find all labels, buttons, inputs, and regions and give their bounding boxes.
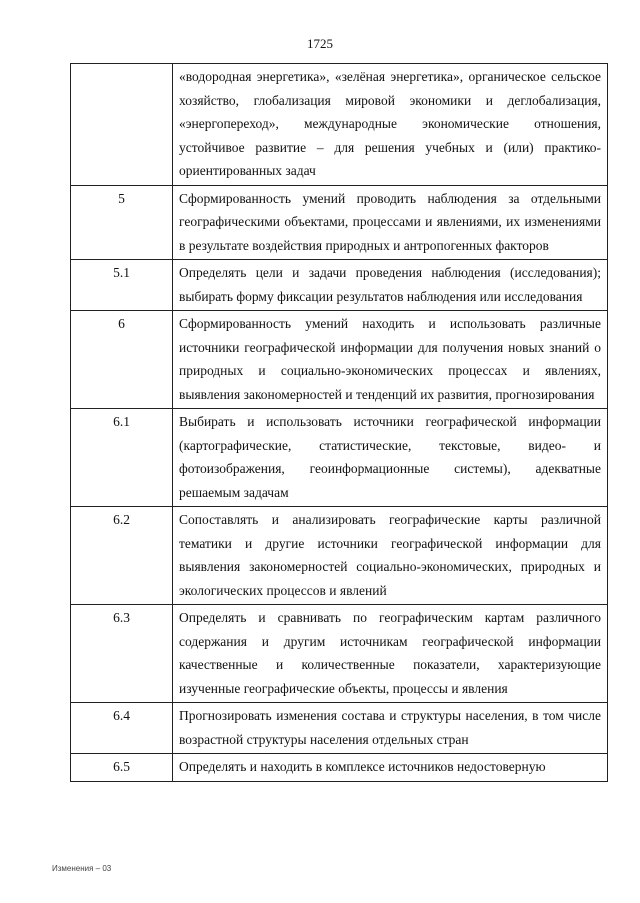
row-number: 6.5 xyxy=(71,754,173,782)
table-row xyxy=(71,64,608,186)
row-text: Определять и находить в комплексе источников недостоверную xyxy=(173,754,608,782)
table-row xyxy=(71,185,608,260)
row-text: Выбирать и использовать источники географической информации (картографические, статистические, текстовые, видео- и фотоизображения, геоинформационные системы), адекватные решаемым задачам xyxy=(173,409,608,507)
row-number: 6.2 xyxy=(71,507,173,605)
table-row xyxy=(71,605,608,703)
row-text: Прогнозировать изменения состава и структуры населения, в том числе возрастной структуры населения отдельных стран xyxy=(173,703,608,754)
table-row xyxy=(71,507,608,605)
row-number: 5 xyxy=(71,185,173,260)
table-row xyxy=(71,260,608,311)
row-number: 6 xyxy=(71,311,173,409)
row-number: 6.4 xyxy=(71,703,173,754)
row-text: Сопоставлять и анализировать географические карты различной тематики и другие источники географической информации для выявления закономерностей социально-экономических, природных и экологических процессов и явлений xyxy=(173,507,608,605)
table-row xyxy=(71,703,608,754)
row-number xyxy=(71,64,173,186)
row-number: 5.1 xyxy=(71,260,173,311)
requirements-table xyxy=(70,63,608,782)
revision-footer: Изменения – 03 xyxy=(52,864,112,873)
row-number: 6.3 xyxy=(71,605,173,703)
table-row xyxy=(71,311,608,409)
table-row xyxy=(71,409,608,507)
page-number: 1725 xyxy=(307,36,333,51)
row-text: «водородная энергетика», «зелёная энергетика», органическое сельское хозяйство, глобализация мировой экономики и деглобализация, «энергопереход», международные экономические отношения, устойчивое развитие – для решения учебных и (или) практико-ориентированных задач xyxy=(173,64,608,186)
row-text: Сформированность умений находить и использовать различные источники географической информации для получения новых знаний о природных и социально-экономических процессах и явлениях, выявления закономерностей и тенденций их развития, прогнозирования xyxy=(173,311,608,409)
row-text: Определять цели и задачи проведения наблюдения (исследования); выбирать форму фиксации результатов наблюдения или исследования xyxy=(173,260,608,311)
row-text: Определять и сравнивать по географическим картам различного содержания и другим источникам географической информации качественные и количественные показатели, характеризующие изученные географические объекты, процессы и явления xyxy=(173,605,608,703)
table-row xyxy=(71,754,608,782)
row-number: 6.1 xyxy=(71,409,173,507)
row-text: Сформированность умений проводить наблюдения за отдельными географическими объектами, процессами и явлениями, их изменениями в результате воздействия природных и антропогенных факторов xyxy=(173,185,608,260)
